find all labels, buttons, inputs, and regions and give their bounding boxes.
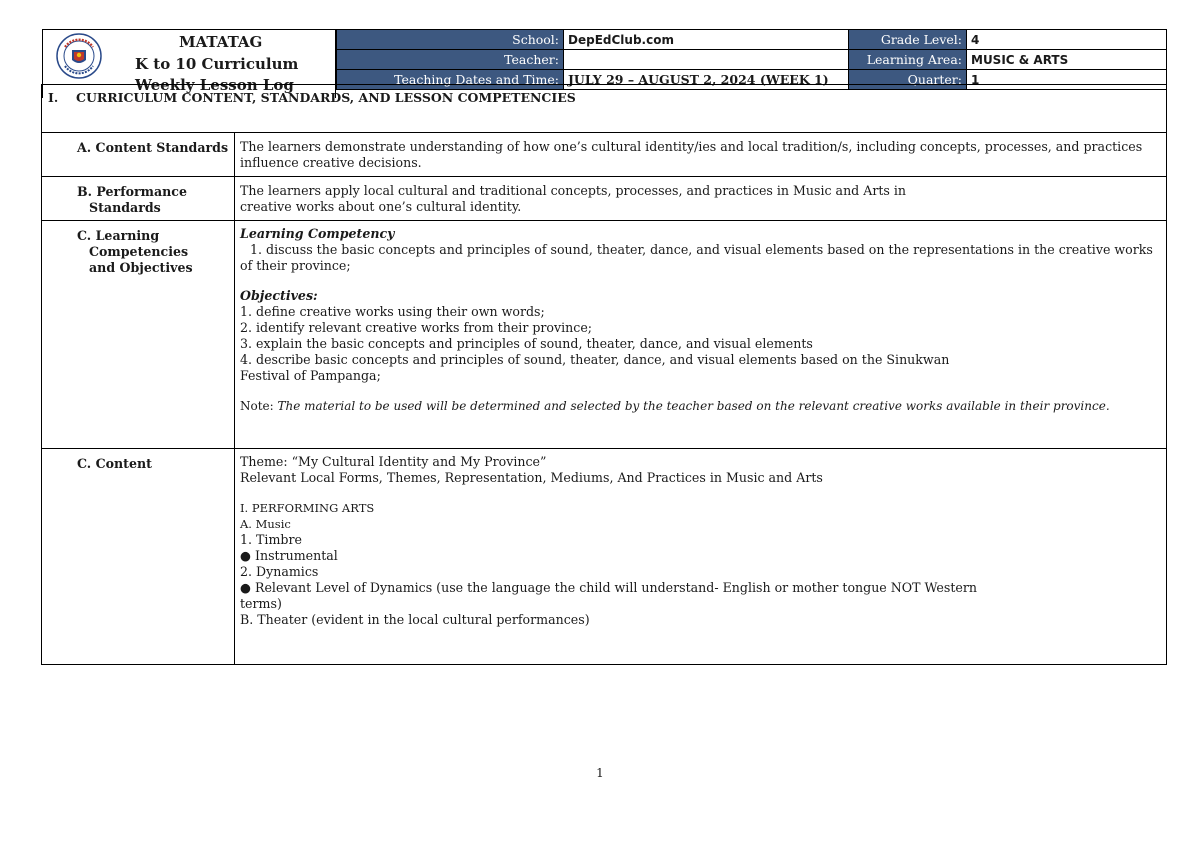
objective-item: 2. identify relevant creative works from their province; (240, 320, 593, 335)
content-line: ● Instrumental (240, 548, 338, 563)
content-theme: Theme: “My Cultural Identity and My Province” (240, 454, 547, 469)
section-header-row (42, 85, 1167, 133)
table-row (42, 133, 1167, 177)
performance-standards-label: B. Performance Standards (42, 177, 235, 221)
content-standards-text[interactable]: The learners demonstrate understanding of how one’s cultural identity/ies and local tradition/s, including concepts, processes, and practices influence creative decisions. (235, 133, 1167, 177)
table-row (42, 221, 1167, 449)
teaching-dates-label: Teaching Dates and Time: (337, 70, 564, 90)
content-line: I. PERFORMING ARTS (240, 501, 375, 515)
school-field[interactable]: DepEdClub.com (564, 30, 849, 50)
learning-competency-item: 1. discuss the basic concepts and principles of sound, theater, dance, and visual elements based on the representations in the creative works of their province; (240, 242, 1153, 273)
learning-competency-heading: Learning Competency (240, 226, 395, 241)
section-number: I. (48, 90, 59, 105)
content-text[interactable] (235, 449, 1167, 665)
objective-item: 4. describe basic concepts and principles of sound, theater, dance, and visual elements based on the Sinukwan (240, 352, 950, 367)
competencies-label: C. Learning Competencies and Objectives (42, 221, 235, 449)
header-title-matatag: MATATAG (179, 33, 263, 51)
teacher-field[interactable] (564, 50, 849, 70)
objective-item: 3. explain the basic concepts and principles of sound, theater, dance, and visual elements (240, 336, 813, 351)
section-title (42, 85, 1166, 106)
content-standards-label: A. Content Standards (42, 133, 235, 177)
performance-standards-text[interactable]: The learners apply local cultural and traditional concepts, processes, and practices in Music and Arts in creative works about one’s cultural identity. (235, 177, 1167, 221)
objective-item-cont: Festival of Pampanga; (240, 368, 381, 383)
grade-level-label: Grade Level: (849, 30, 967, 50)
teaching-dates-field[interactable]: JULY 29 – AUGUST 2, 2024 (WEEK 1) (564, 70, 849, 90)
content-subtitle: Relevant Local Forms, Themes, Representation, Mediums, And Practices in Music and Arts (240, 470, 823, 485)
grade-level-field[interactable]: 4 (967, 30, 1167, 50)
content-line: B. Theater (evident in the local cultural performances) (240, 612, 590, 627)
objectives-heading: Objectives: (240, 288, 318, 303)
teacher-label: Teacher: (337, 50, 564, 70)
learning-area-label: Learning Area: (849, 50, 967, 70)
school-label: School: (337, 30, 564, 50)
content-line: ● Relevant Level of Dynamics (use the language the child will understand- English or mother tongue NOT Western (240, 580, 977, 595)
content-line: 2. Dynamics (240, 564, 319, 579)
quarter-field[interactable]: 1 (967, 70, 1167, 90)
learning-area-field[interactable]: MUSIC & ARTS (967, 50, 1167, 70)
quarter-label: Quarter: (849, 70, 967, 90)
content-line: A. Music (240, 517, 291, 531)
note-text: Note: The material to be used will be determined and selected by the teacher based on the relevant creative works available in their province. (240, 399, 1110, 413)
deped-seal-logo (56, 33, 102, 79)
lesson-log-table (41, 84, 1167, 665)
content-line: terms) (240, 596, 282, 611)
section-title-text: CURRICULUM CONTENT, STANDARDS, AND LESSON COMPETENCIES (76, 90, 576, 105)
header-info-grid (336, 29, 1167, 90)
table-row (42, 177, 1167, 221)
competencies-text[interactable] (235, 221, 1167, 449)
content-label: C. Content (42, 449, 235, 665)
header-title-curriculum: K to 10 Curriculum (135, 55, 299, 73)
page-number: 1 (596, 766, 604, 780)
header-title-lesson-log: Weekly Lesson Log (135, 76, 294, 94)
table-row (42, 449, 1167, 665)
content-line: 1. Timbre (240, 532, 302, 547)
objective-item: 1. define creative works using their own words; (240, 304, 545, 319)
